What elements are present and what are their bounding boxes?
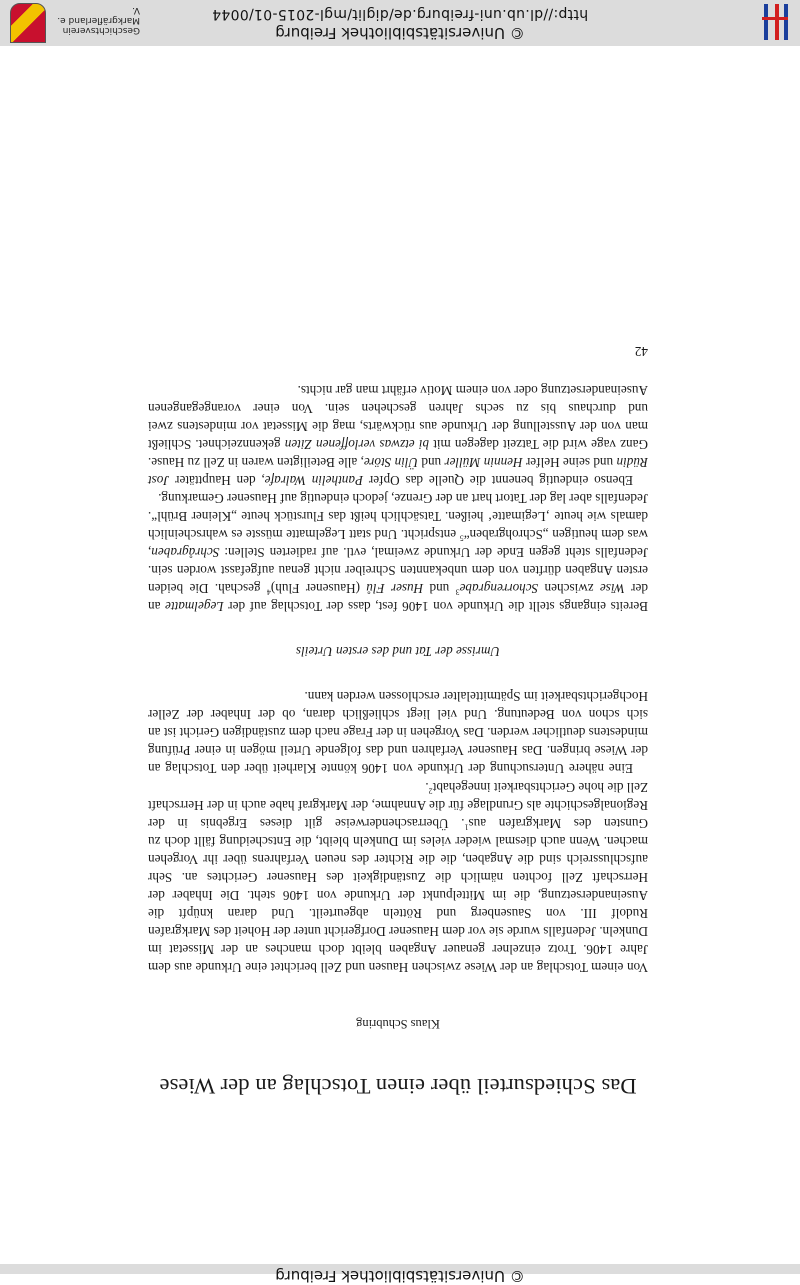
coat-of-arms-icon	[10, 3, 46, 43]
paragraph-investigation: Eine nähere Untersuchung der Urkunde von 1406 könnte Klarheit über den Totschlag an der Wiese bringen. Das Hausener Verfahren und das folgende Urteil mögen in einer Prüfung mindestens deutlicher werden. Das Vorgehen in der Frage nach dem zuständigen Gericht ist an sich schon von Bedeutung. Und viel liegt schließlich daran, ob der Inhaber der Zeller Hochgerichtsbarkeit im Spätmittelalter erschlossen werden kann.	[148, 689, 648, 777]
holder-text: © Universitätsbibliothek Freiburg	[275, 24, 525, 42]
footnote-ref: 1	[464, 822, 469, 832]
source-url[interactable]: http://dl.ub.uni-freiburg.de/diglit/mgl-2015-01/0044	[211, 6, 589, 22]
bottom-banner	[0, 0, 800, 46]
footnote-ref: 3	[455, 587, 460, 597]
footnote-ref: 4	[266, 587, 271, 597]
org-name: Geschichtsverein Markgräflerland e. V.	[57, 5, 140, 35]
holder-text-top: © Universitätsbibliothek Freiburg	[275, 1267, 525, 1285]
page-number: 42	[634, 343, 648, 359]
article-title: Das Schiedsurteil über einen Totschlag an der Wiese	[159, 1074, 637, 1099]
paragraph-persons: Ebenso eindeutig benennt die Quelle das Opfer Panthelin Walrafe, den Haupttäter Jost Rüdin und seine Helfer Hennin Müller und Ülin Störe, alle Beteiligten waren in Zell zu Hause. Ganz vage wird die Tatzeit dagegen mit bi etzwas verloffenen Ziten gekennzeichnet. Schließt man von der Ausstellung der Urkunde aus rückwärts, mag die Missetat vor mindestens zwei und durchaus bis zu sechs Jahren geschehen sein. Von einer vorangegangenen Auseinandersetzung oder von einem Motiv erfährt man gar nichts.	[147, 382, 648, 488]
history-society-logo	[10, 3, 140, 43]
author-name: Klaus Schubring	[356, 1017, 440, 1031]
article-body	[148, 343, 648, 976]
paragraph-crime-scene: Bereits eingangs stellt die Urkunde von 1406 fest, dass der Totschlag auf der Legelmatte an der Wise zwischen Schorrengrabe$^3$ und Huser Flů (Hausener Fluh)$^4$ geschah. Die beiden ersten Angaben dürften von dem unbekannten Schreiber nicht genau aufgefasst worden sein. Jedenfalls steht gegen Ende der Urkunde zweimal, evtl. auf radierten Stellen: Schrågraben, was dem heutigen „Schrohgraben“$^5$ entspricht. Und statt Legelmatte müsste es wahrscheinlich damals wie heute ‚Legimatte‘ heißen. Tatsächlich heißt das Flurstück heute „Kleiner Brühl“. Jedenfalls aber lag der Tatort hart an der Grenze, jedoch eindeutig auf Hausener Gemarkung.	[147, 490, 648, 615]
document-page	[148, 199, 648, 1099]
top-banner	[0, 1264, 800, 1285]
paragraph-intro: Von einem Totschlag an der Wiese zwischen Hausen und Zell berichtet eine Urkunde aus dem Jahre 1406. Trotz einzelner genauer Angaben bleibt doch manches an der Missetat im Dunkeln. Jedenfalls wurde sie vor dem Hausener Dorfgericht unter der Hoheit des Markgrafen Rudolf III. von Sausenberg und Rötteln abgeurteilt. Und daran knüpft die Auseinandersetzung, die im Mittelpunkt der Urkunde von 1406 steht. Die Inhaber der Herrschaft Zell fochten nämlich die Zuständigkeit des Hausener Gerichtes an. Sehr aufschlussreich sind die Angaben, die die Richter des neuen Verfahrens über ihr Vorgehen machen. Wenn auch diesmal wieder vieles im Dunkeln bleibt, die Entscheidung fällt doch zu Gunsten des Markgrafen aus$^1$. Überraschenderweise gilt dieses Ergebnis in der Regionalgeschichte als Grundlage für die Annahme, der Markgraf habe auch in der Herrschaft Zell die hohe Gerichtsbarkeit innegehabt$^2$.	[148, 779, 648, 975]
footnote-ref: 5	[459, 533, 464, 543]
section-heading: Umrisse der Tat und des ersten Urteils	[296, 644, 500, 660]
footnote-ref: 2	[428, 785, 433, 795]
